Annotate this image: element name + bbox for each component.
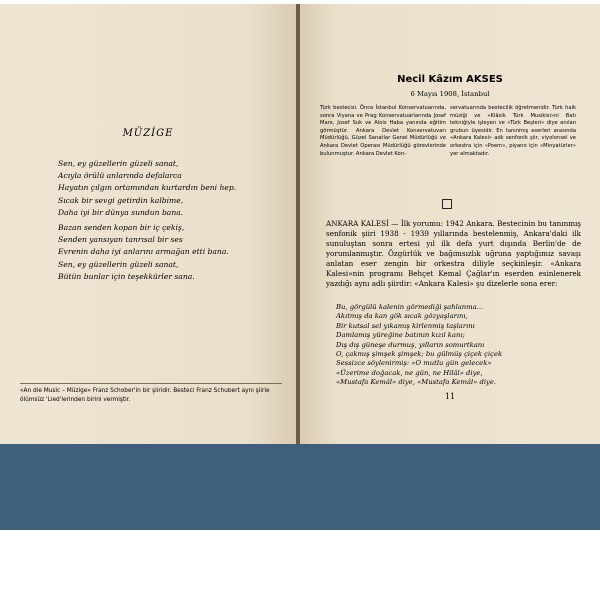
poem-line: Daha iyi bir dünya sundun bana. bbox=[58, 207, 184, 217]
quote-line: Bir kutsal sel yıkamış kirlenmiş taşlarını bbox=[336, 321, 475, 330]
quote-line: Bu, görgülü kalenin görmediği şahlanma... bbox=[336, 303, 484, 311]
bio-column-1: Türk bestecisi. Önce İstanbul Konservatuarında, sonra Viyana ve Prag Konservatuarlarında Josef Marx, Josef Suk ve Alois Haba yanında eğitim görmüştür. Ankara Devlet Konservatuvarı Müdürlüğü, Güzel Sanatlar Genel Müdürlüğü ve Ankara Devlet Operası Müdürlüğü görevlerinde bulunmuştur. Ankara Devlet Kon- bbox=[320, 105, 446, 157]
poem-stanza-1 bbox=[58, 158, 236, 219]
poem-line: Bütün bunlar için teşekkürler sana. bbox=[58, 271, 195, 281]
composer-dates: 6 Mayıs 1908, İstanbul bbox=[410, 90, 490, 98]
poem-line: Sen, ey güzellerin güzeli sanat, bbox=[58, 259, 179, 269]
poem-line: Senden yansıyan tanrısal bir ses bbox=[58, 235, 183, 245]
article-text: ANKARA KALESİ — İlk yorumu: 1942 Ankara. Bestecinin bu tanınmış senfonik şiiri 1938 - 1939 yıllarında bestelenmiş, Ankara'daki ilk sunuluştan sonra ertesi yıl ilk defa yurt dışında Berlin'de de yorumlanmıştır. Özgürlük ve bağımsızlık uğruna yaptığımız savaşı anlatan eser zengin bir orkestra diliyle seçkinleşir. «Ankara Kalesi»nin programı Behçet Kemal Çağlar'ın eserden esinlenerek yazdığı aynı adlı şiirdir: «Ankara Kalesi» şu dizelerle sona erer: bbox=[326, 219, 581, 288]
poem-stanza-2 bbox=[58, 222, 229, 283]
page-number: 11 bbox=[444, 392, 456, 401]
quote-line: O, çakmış şimşek şimşek; bu gülmüş çiçek çiçek bbox=[336, 350, 503, 359]
quote-line: Damlamış yüreğine batının kızıl kanı; bbox=[336, 331, 465, 340]
composer-name: Necil Kâzım AKSES bbox=[397, 74, 503, 85]
poem-line: Acıyla örülü anlarında defalarca bbox=[58, 171, 182, 181]
poem-title: MÜZİGE bbox=[122, 128, 174, 139]
poem-line: Sen, ey güzellerin güzeli sanat, bbox=[58, 159, 179, 168]
quote-line: Dış dış güneşe durmuş, yılların somurtkanı bbox=[336, 340, 485, 349]
poem-line: Evrenin daha iyi anlarını armağan etti bana. bbox=[58, 247, 229, 257]
quote-line: Sessizce söylenirmiş: «O mutlu gün gelecek» bbox=[336, 359, 492, 368]
footnote: «An die Music – Müzige» Franz Schober'in bir şiiridir. Besteci Franz Schubert aynı şiirle ölümsüz 'Lied'lerinden birini vermiştir. bbox=[20, 383, 282, 405]
poem-line: Hayatın çılgın ortamından kurtardın beni hep. bbox=[58, 183, 237, 193]
section-divider-square bbox=[442, 199, 452, 209]
poem-line: Bazan senden kopan bir iç çekiş, bbox=[58, 223, 185, 232]
quote-line: «Mustafa Kemâl» diye, «Mustafa Kemâl» diye. bbox=[336, 378, 497, 387]
quote-line: Akıtmış da kan gök sıcak gözyaşlarını, bbox=[336, 312, 468, 321]
bio-column-2: servatuarında bestecilik öğretmenidir. Türk halk müziği ve «Klâsik Türk Musikisi»ni Batı tekniğiyle işleyen ve «Türk Beşleri» diye anılan grubun üyesidir. En tanınmış eserleri arasında «Ankara Kalesi» adlı senfonik şiir, viyolonsel ve orkestra için «Poem», piyano için «Minyatürler» yer almaktadır. bbox=[450, 105, 576, 157]
quote-line: «Üzerime doğacak, ne gün, ne Hilâl» diye, bbox=[336, 368, 483, 377]
quoted-poem bbox=[336, 303, 502, 388]
poem-line: Sıcak bir sevgi getirdin kalbime, bbox=[58, 195, 184, 205]
